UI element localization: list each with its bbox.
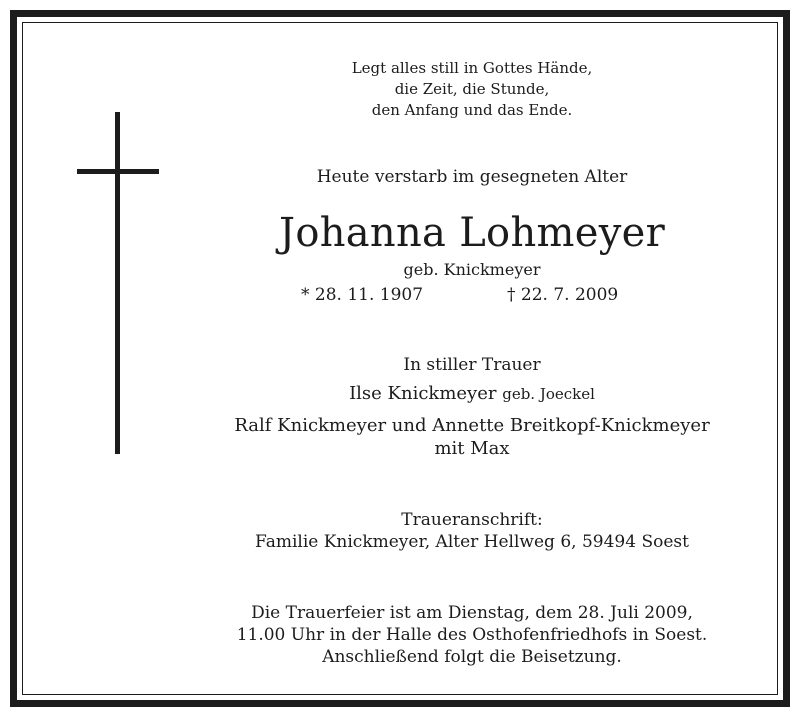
cross-icon: [77, 112, 159, 454]
ceremony-line: 11.00 Uhr in der Halle des Osthofenfriedhofs in Soest.: [236, 625, 708, 645]
birth-date: * 28. 11. 1907: [301, 285, 424, 305]
ceremony-line: Anschließend folgt die Beisetzung.: [322, 647, 622, 667]
address-label: Traueranschrift:: [401, 510, 543, 530]
cross-horizontal-bar: [77, 169, 159, 174]
cross-vertical-bar: [115, 112, 120, 454]
death-date: † 22. 7. 2009: [507, 285, 619, 305]
mourner-first-suffix: geb. Joeckel: [502, 385, 595, 403]
notice-content: [157, 17, 787, 700]
ceremony-info: [157, 602, 787, 668]
poem-line: den Anfang und das Ende.: [371, 101, 573, 119]
intro-text: Heute verstarb im gesegneten Alter: [316, 167, 628, 187]
maiden-name: geb. Knickmeyer: [403, 260, 541, 279]
mourning-intro: In stiller Trauer: [403, 355, 541, 375]
mourner-second-line: Ralf Knickmeyer und Annette Breitkopf-Knickmeyer: [234, 415, 710, 436]
mourner-second: [157, 414, 787, 460]
address-text: Familie Knickmeyer, Alter Hellweg 6, 59494 Soest: [255, 532, 689, 552]
mourner-first-name: Ilse Knickmeyer: [349, 383, 497, 404]
obituary-notice: [10, 10, 790, 707]
deceased-name: Johanna Lohmeyer: [278, 210, 665, 256]
poem-line: Legt alles still in Gottes Hände,: [351, 59, 593, 77]
mourner-first: [157, 383, 787, 404]
mourner-second-line: mit Max: [434, 438, 510, 459]
poem-line: die Zeit, die Stunde,: [394, 80, 550, 98]
poem: [157, 58, 787, 121]
ceremony-line: Die Trauerfeier ist am Dienstag, dem 28. Juli 2009,: [251, 603, 693, 623]
